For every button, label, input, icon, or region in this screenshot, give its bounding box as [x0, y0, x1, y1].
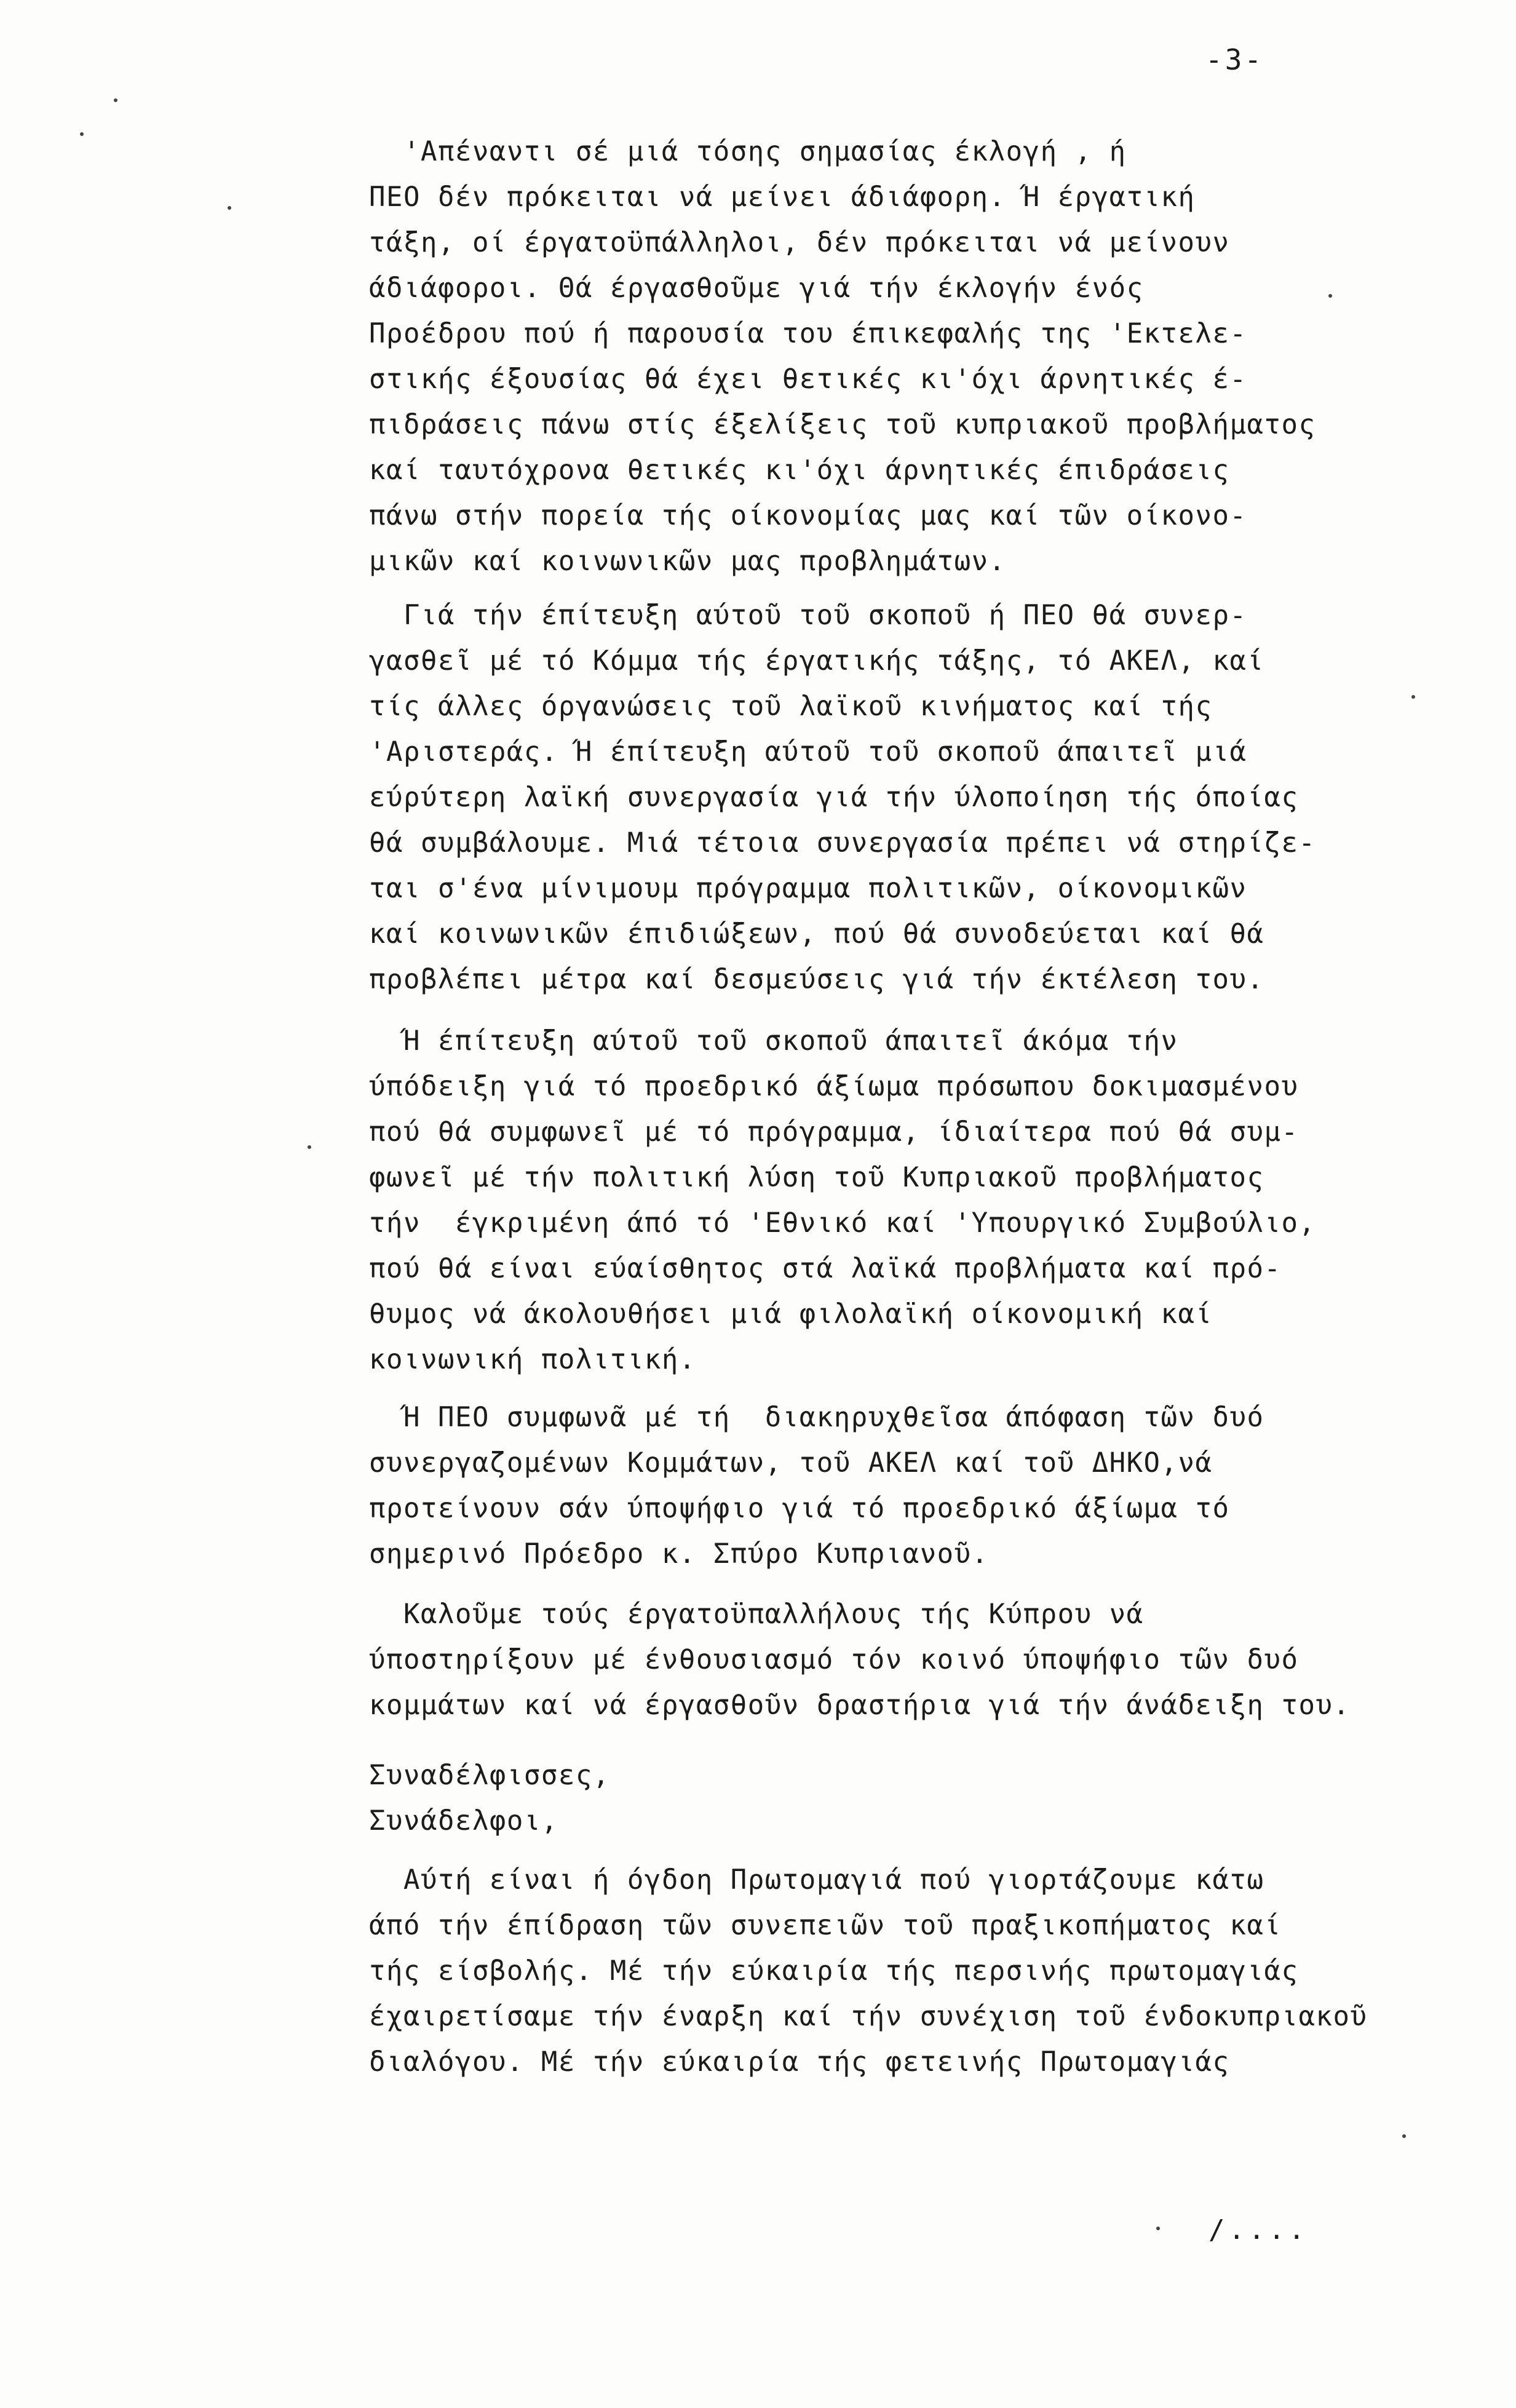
text-line: 'Αριστεράς. Ή έπίτευξη αύτοῦ τοῦ σκοποῦ άπαιτεῖ μιά: [369, 736, 1247, 768]
paragraph: [369, 1592, 1476, 1728]
scan-speck: [80, 132, 84, 136]
text-line: ται σ'ένα μίνιμουμ πρόγραμμα πολιτικῶν, οίκονομικῶν: [369, 873, 1247, 904]
text-line: πιδράσεις πάνω στίς έξελίξεις τοῦ κυπριακοῦ προβλήματος: [369, 409, 1316, 440]
text-line: θά συμβάλουμε. Μιά τέτοια συνεργασία πρέπει νά στηρίζε-: [369, 827, 1316, 859]
text-line: τήν έγκριμένη άπό τό 'Εθνικό καί 'Υπουργικό Συμβούλιο,: [369, 1207, 1316, 1239]
text-line: προβλέπει μέτρα καί δεσμεύσεις γιά τήν έκτέλεση του.: [369, 964, 1264, 995]
text-line: άδιάφοροι. Θά έργασθοῦμε γιά τήν έκλογήν ένός: [369, 272, 1144, 304]
scan-speck: [308, 1145, 311, 1149]
scan-speck: [1411, 695, 1415, 699]
text-line: ύπόδειξη γιά τό προεδρικό άξίωμα πρόσωπου δοκιμασμένου: [369, 1071, 1299, 1102]
text-line: Προέδρου πού ή παρουσία του έπικεφαλής της 'Εκτελε-: [369, 318, 1247, 349]
paragraph: [369, 593, 1476, 1003]
paragraph: [369, 1019, 1476, 1383]
text-line: έχαιρετίσαμε τήν έναρξη καί τήν συνέχιση τοῦ ένδοκυπριακοῦ: [369, 2001, 1368, 2032]
scan-speck: [114, 98, 117, 102]
text-line: διαλόγου. Μέ τήν εύκαιρία τής φετεινής Πρωτομαγιάς: [369, 2046, 1230, 2078]
text-line: τίς άλλες όργανώσεις τοῦ λαϊκοῦ κινήματος καί τής: [369, 691, 1213, 722]
text-line: κομμάτων καί νά έργασθοῦν δραστήρια γιά τήν άνάδειξη του.: [369, 1690, 1351, 1721]
scan-speck: [228, 206, 231, 210]
paragraph: [369, 1395, 1476, 1577]
page-number: -3-: [1205, 43, 1264, 76]
text-line: 'Απέναντι σέ μιά τόσης σημασίας έκλογή , ή: [369, 136, 1127, 167]
text-line: καί ταυτόχρονα θετικές κι'όχι άρνητικές έπιδράσεις: [369, 455, 1230, 486]
text-line: συνεργαζομένων Κομμάτων, τοῦ ΑΚΕΛ καί τοῦ ΔΗΚΟ,νά: [369, 1447, 1213, 1479]
text-line: ύποστηρίξουν μέ ένθουσιασμό τόν κοινό ύποψήφιο τῶν δυό: [369, 1644, 1299, 1675]
text-line: κοινωνική πολιτική.: [369, 1344, 696, 1375]
text-line: Συνάδελφοι,: [369, 1805, 558, 1837]
text-line: γασθεῖ μέ τό Κόμμα τής έργατικής τάξης, τό ΑΚΕΛ, καί: [369, 645, 1264, 677]
text-line: Καλοῦμε τούς έργατοϋπαλλήλους τής Κύπρου νά: [369, 1599, 1144, 1630]
text-line: προτείνουν σάν ύποψήφιο γιά τό προεδρικό άξίωμα τό: [369, 1493, 1230, 1524]
salutation: [369, 1753, 1476, 1844]
text-line: Αύτή είναι ή όγδοη Πρωτομαγιά πού γιορτάζουμε κάτω: [369, 1864, 1264, 1896]
body-text: [369, 129, 1476, 2085]
text-line: ΠΕΟ δέν πρόκειται νά μείνει άδιάφορη. Ή έργατική: [369, 181, 1196, 213]
text-line: πού θά είναι εύαίσθητος στά λαϊκά προβλήματα καί πρό-: [369, 1253, 1282, 1284]
paragraph: [369, 1858, 1476, 2085]
text-line: τάξη, οί έργατοϋπάλληλοι, δέν πρόκειται νά μείνουν: [369, 227, 1230, 258]
text-line: Γιά τήν έπίτευξη αύτοῦ τοῦ σκοποῦ ή ΠΕΟ θά συνερ-: [369, 600, 1247, 631]
text-line: Ή έπίτευξη αύτοῦ τοῦ σκοποῦ άπαιτεῖ άκόμα τήν: [369, 1025, 1178, 1057]
paragraph: [369, 129, 1476, 584]
scan-speck: [1156, 2227, 1160, 2230]
text-line: πού θά συμφωνεῖ μέ τό πρόγραμμα, ίδιαίτερα πού θά συμ-: [369, 1116, 1299, 1148]
text-line: Συναδέλφισσες,: [369, 1760, 610, 1791]
text-line: τής είσβολής. Μέ τήν εύκαιρία τής περσινής πρωτομαγιάς: [369, 1955, 1299, 1987]
text-line: καί κοινωνικῶν έπιδιώξεων, πού θά συνοδεύεται καί θά: [369, 918, 1264, 950]
text-line: άπό τήν έπίδραση τῶν συνεπειῶν τοῦ πραξικοπήματος καί: [369, 1910, 1282, 1941]
text-line: σημερινό Πρόεδρο κ. Σπύρο Κυπριανοῦ.: [369, 1538, 989, 1570]
text-line: φωνεῖ μέ τήν πολιτική λύση τοῦ Κυπριακοῦ προβλήματος: [369, 1162, 1264, 1193]
scan-speck: [1328, 294, 1332, 298]
text-line: Ή ΠΕΟ συμφωνᾶ μέ τή διακηρυχθεῖσα άπόφαση τῶν δυό: [369, 1402, 1264, 1433]
text-line: πάνω στήν πορεία τής οίκονομίας μας καί τῶν οίκονο-: [369, 500, 1247, 531]
continuation-mark: /....: [1208, 2214, 1309, 2246]
text-line: στικής έξουσίας θά έχει θετικές κι'όχι άρνητικές έ-: [369, 364, 1247, 395]
text-line: θυμος νά άκολουθήσει μιά φιλολαϊκή οίκονομική καί: [369, 1298, 1213, 1330]
text-line: μικῶν καί κοινωνικῶν μας προβλημάτων.: [369, 546, 1006, 577]
text-line: εύρύτερη λαϊκή συνεργασία γιά τήν ύλοποίηση τής όποίας: [369, 782, 1299, 813]
scan-speck: [1402, 2134, 1406, 2138]
